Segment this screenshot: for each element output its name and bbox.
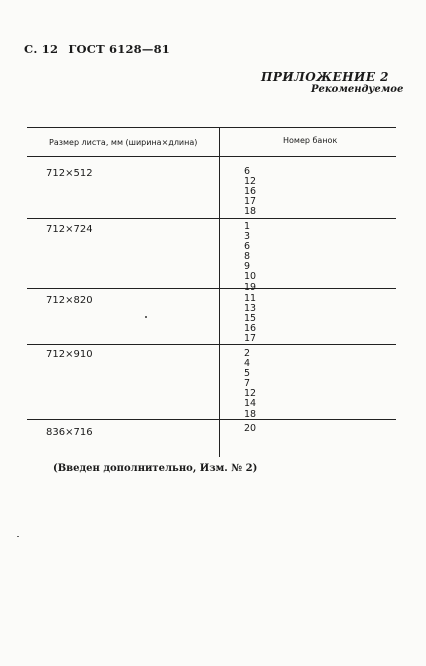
row-divider [27, 419, 396, 420]
standard-number: ГОСТ 6128—81 [68, 42, 170, 56]
row-divider [27, 218, 396, 219]
can-number: 4 [244, 358, 251, 370]
can-number: 18 [244, 206, 257, 218]
table-header-size: Размер листа, мм (ширина×длина) [49, 138, 198, 147]
can-numbers [244, 349, 256, 420]
can-number: 6 [244, 241, 251, 253]
can-number: 12 [244, 176, 257, 188]
sheet-size: 712×820 [46, 295, 93, 306]
sheet-size: 712×724 [46, 224, 93, 235]
amendment-note: (Введен дополнительно, Изм. № 2) [53, 463, 258, 474]
can-number: 6 [244, 166, 251, 177]
can-number: 16 [244, 186, 257, 198]
column-divider [219, 127, 220, 457]
sheet-size: 712×512 [46, 168, 93, 179]
can-number: 3 [244, 231, 251, 243]
appendix-title: ПРИЛОЖЕНИЕ 2 [260, 70, 389, 84]
can-number: 7 [244, 378, 251, 390]
can-number: 19 [244, 281, 257, 293]
can-numbers [244, 424, 256, 434]
table-top-rule [27, 127, 396, 128]
can-number: 20 [244, 423, 257, 434]
can-number: 1 [244, 221, 251, 232]
can-numbers [244, 294, 256, 344]
can-numbers [244, 222, 256, 293]
can-number: 15 [244, 313, 257, 325]
can-number: 11 [244, 293, 257, 304]
can-numbers [244, 167, 256, 217]
table-header-rule [27, 156, 396, 157]
can-number: 17 [244, 333, 257, 345]
can-number: 12 [244, 388, 257, 400]
scan-speck [17, 536, 19, 537]
row-divider [27, 288, 396, 289]
scan-speck [145, 316, 147, 318]
can-number: 8 [244, 251, 251, 263]
can-number: 5 [244, 368, 251, 380]
can-number: 2 [244, 348, 251, 359]
table-header-cans: Номер банок [283, 136, 338, 145]
can-number: 13 [244, 303, 257, 315]
appendix-subtitle: Рекомендуемое [311, 84, 404, 95]
row-divider [27, 344, 396, 345]
can-number: 10 [244, 271, 257, 283]
can-number: 17 [244, 196, 257, 208]
can-number: 14 [244, 398, 257, 410]
can-number: 9 [244, 261, 251, 273]
page-number: С. 12 [24, 42, 59, 56]
can-number: 16 [244, 323, 257, 335]
page-header [24, 42, 170, 56]
can-number: 18 [244, 408, 257, 420]
sheet-size: 836×716 [46, 427, 93, 438]
sheet-size: 712×910 [46, 349, 93, 360]
